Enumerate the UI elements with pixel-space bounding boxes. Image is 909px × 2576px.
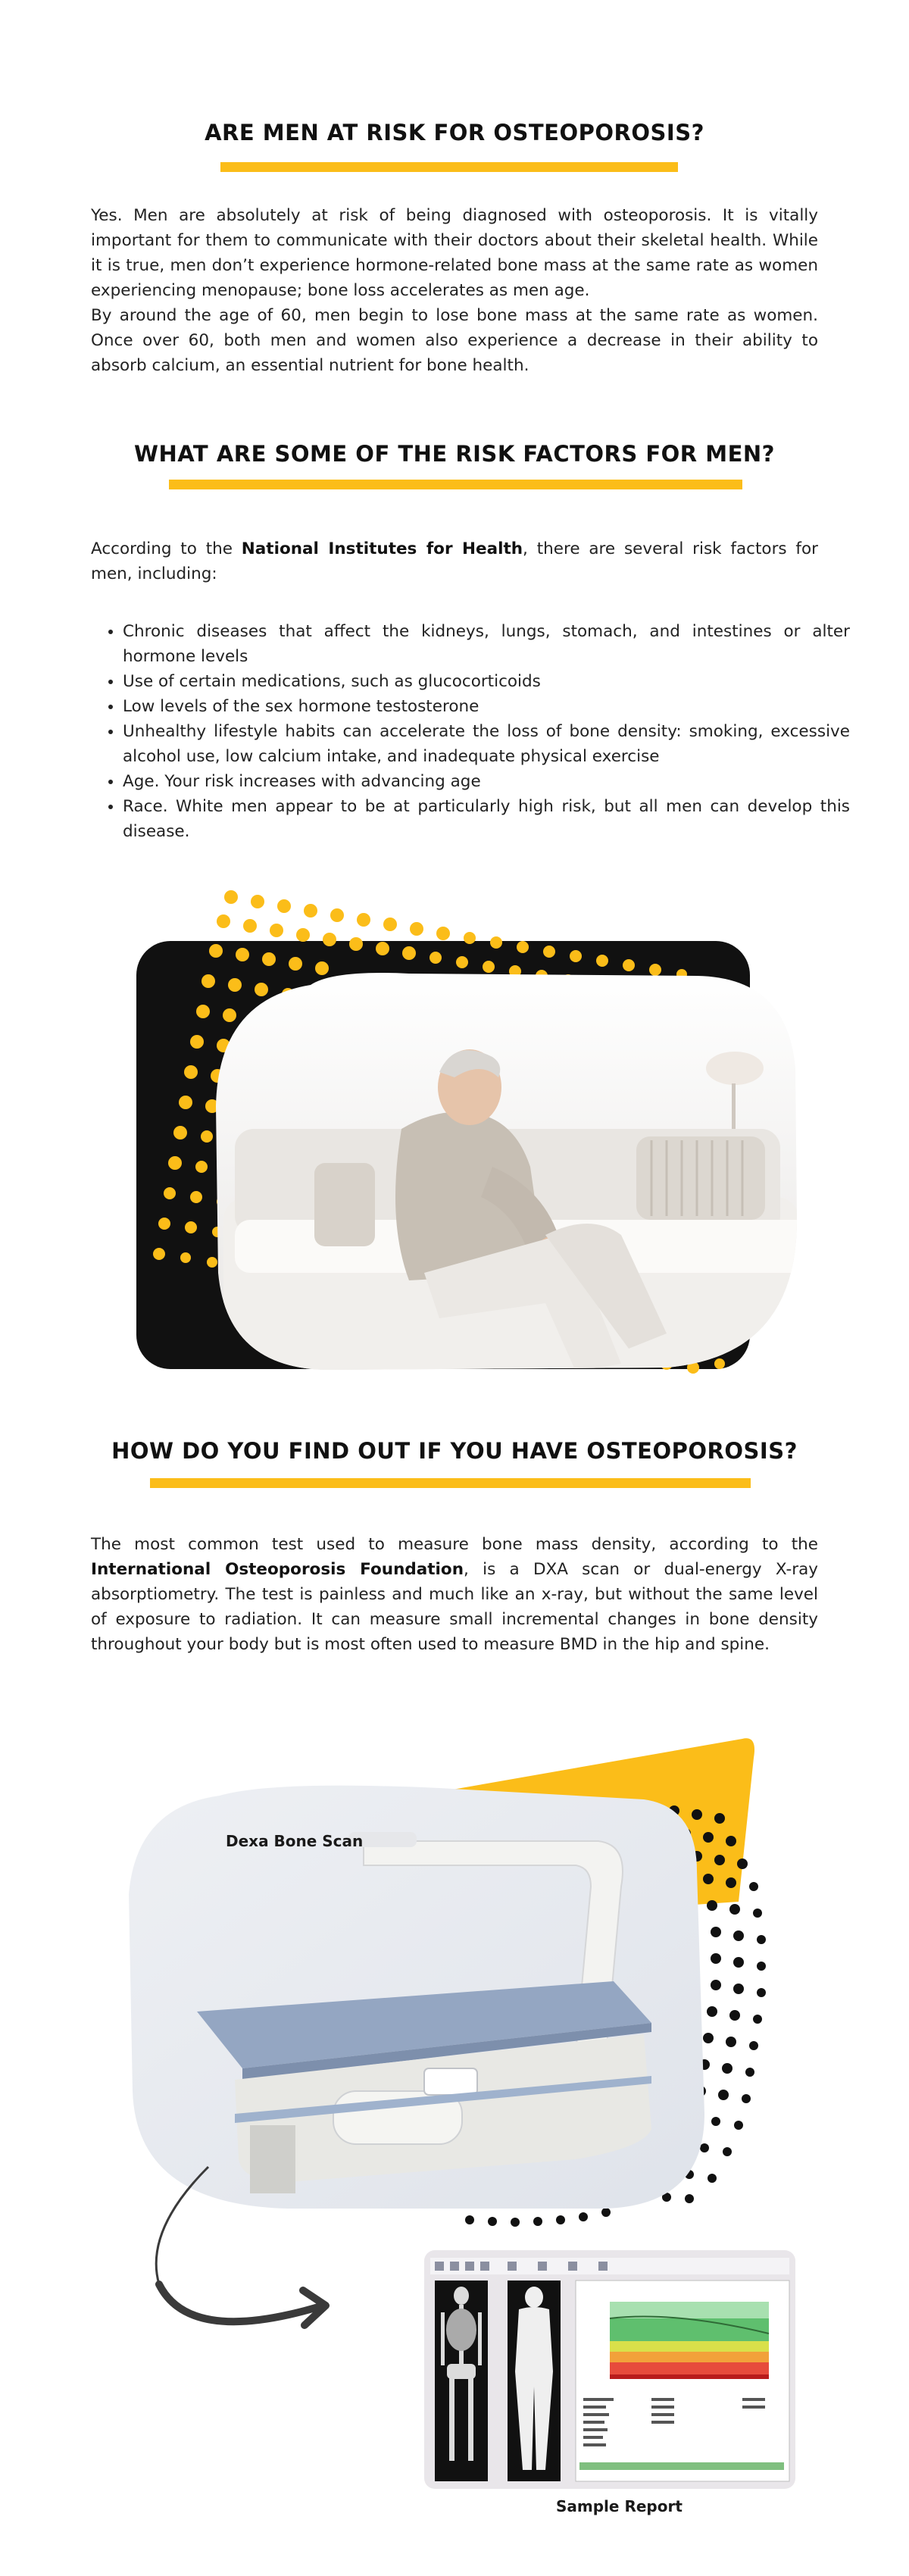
dexa-scanner-photo — [121, 1780, 712, 2212]
section2-heading: WHAT ARE SOME OF THE RISK FACTORS FOR MEN? — [133, 441, 775, 467]
curved-arrow-icon — [136, 2156, 409, 2352]
dexa-graphic — [121, 1735, 788, 2227]
section1-underline — [220, 162, 678, 172]
section2-intro-text: According to the — [91, 539, 242, 558]
section1-heading: ARE MEN AT RISK FOR OSTEOPOROSIS? — [205, 120, 704, 145]
section2-intro — [91, 536, 818, 586]
section3-text-tail: , is a DXA scan or dual-energy X-ray absorptiometry. The test is painless and much like an x-ray, but without the same level of exposure to radiation. It can measure small incremental changes in bone density throughout your body but is most often used to measure BMD in the hip and spine. — [91, 1560, 818, 1654]
list-item: • Use of certain medications, such as glucocorticoids — [123, 669, 850, 694]
section1-paragraph1: Yes. Men are absolutely at risk of being diagnosed with osteoporosis. It is vitally important for them to communicate with their doctors about their skeletal health. While it is true, men don’t experience hormone-related bone mass at the same rate as women experiencing menopause; bone loss accelerates as men age. — [91, 206, 818, 300]
section2-intro-tail: , there are several risk factors for men, including: — [91, 539, 818, 583]
list-item: • Race. White men appear to be at particularly high risk, but all men can develop this disease. — [123, 794, 850, 844]
list-item: • Age. Your risk increases with advancing age — [123, 769, 850, 794]
section1-paragraph — [91, 203, 818, 378]
scanner-caption: Dexa Bone Scan — [226, 1832, 364, 1850]
section3-text: The most common test used to measure bone mass density, according to the — [91, 1535, 818, 1554]
risk-factor-list — [91, 619, 850, 844]
man-photo-graphic — [136, 879, 803, 1379]
nih-source: National Institutes for Health — [241, 539, 523, 558]
list-item: • Chronic diseases that affect the kidneys, lungs, stomach, and intestines or alter hormone levels — [123, 619, 850, 669]
section3-paragraph — [91, 1532, 818, 1657]
iof-source: International Osteoporosis Foundation — [91, 1560, 464, 1579]
list-item: • Low levels of the sex hormone testosterone — [123, 694, 850, 719]
man-holding-knee-photo — [212, 970, 803, 1379]
sample-report-image — [424, 2250, 795, 2489]
section3-underline — [150, 1478, 751, 1488]
list-item: • Unhealthy lifestyle habits can accelerate the loss of bone density: smoking, excessive alcohol use, low calcium intake, and inadequate physical exercise — [123, 719, 850, 769]
section2-underline — [169, 480, 742, 489]
section3-heading: HOW DO YOU FIND OUT IF YOU HAVE OSTEOPOROSIS? — [111, 1438, 798, 1464]
section1-paragraph2: By around the age of 60, men begin to lose bone mass at the same rate as women. Once over 60, both men and women also experience a decrease in their ability to absorb calcium, an essential nutrient for bone health. — [91, 306, 818, 375]
report-caption: Sample Report — [556, 2497, 683, 2515]
